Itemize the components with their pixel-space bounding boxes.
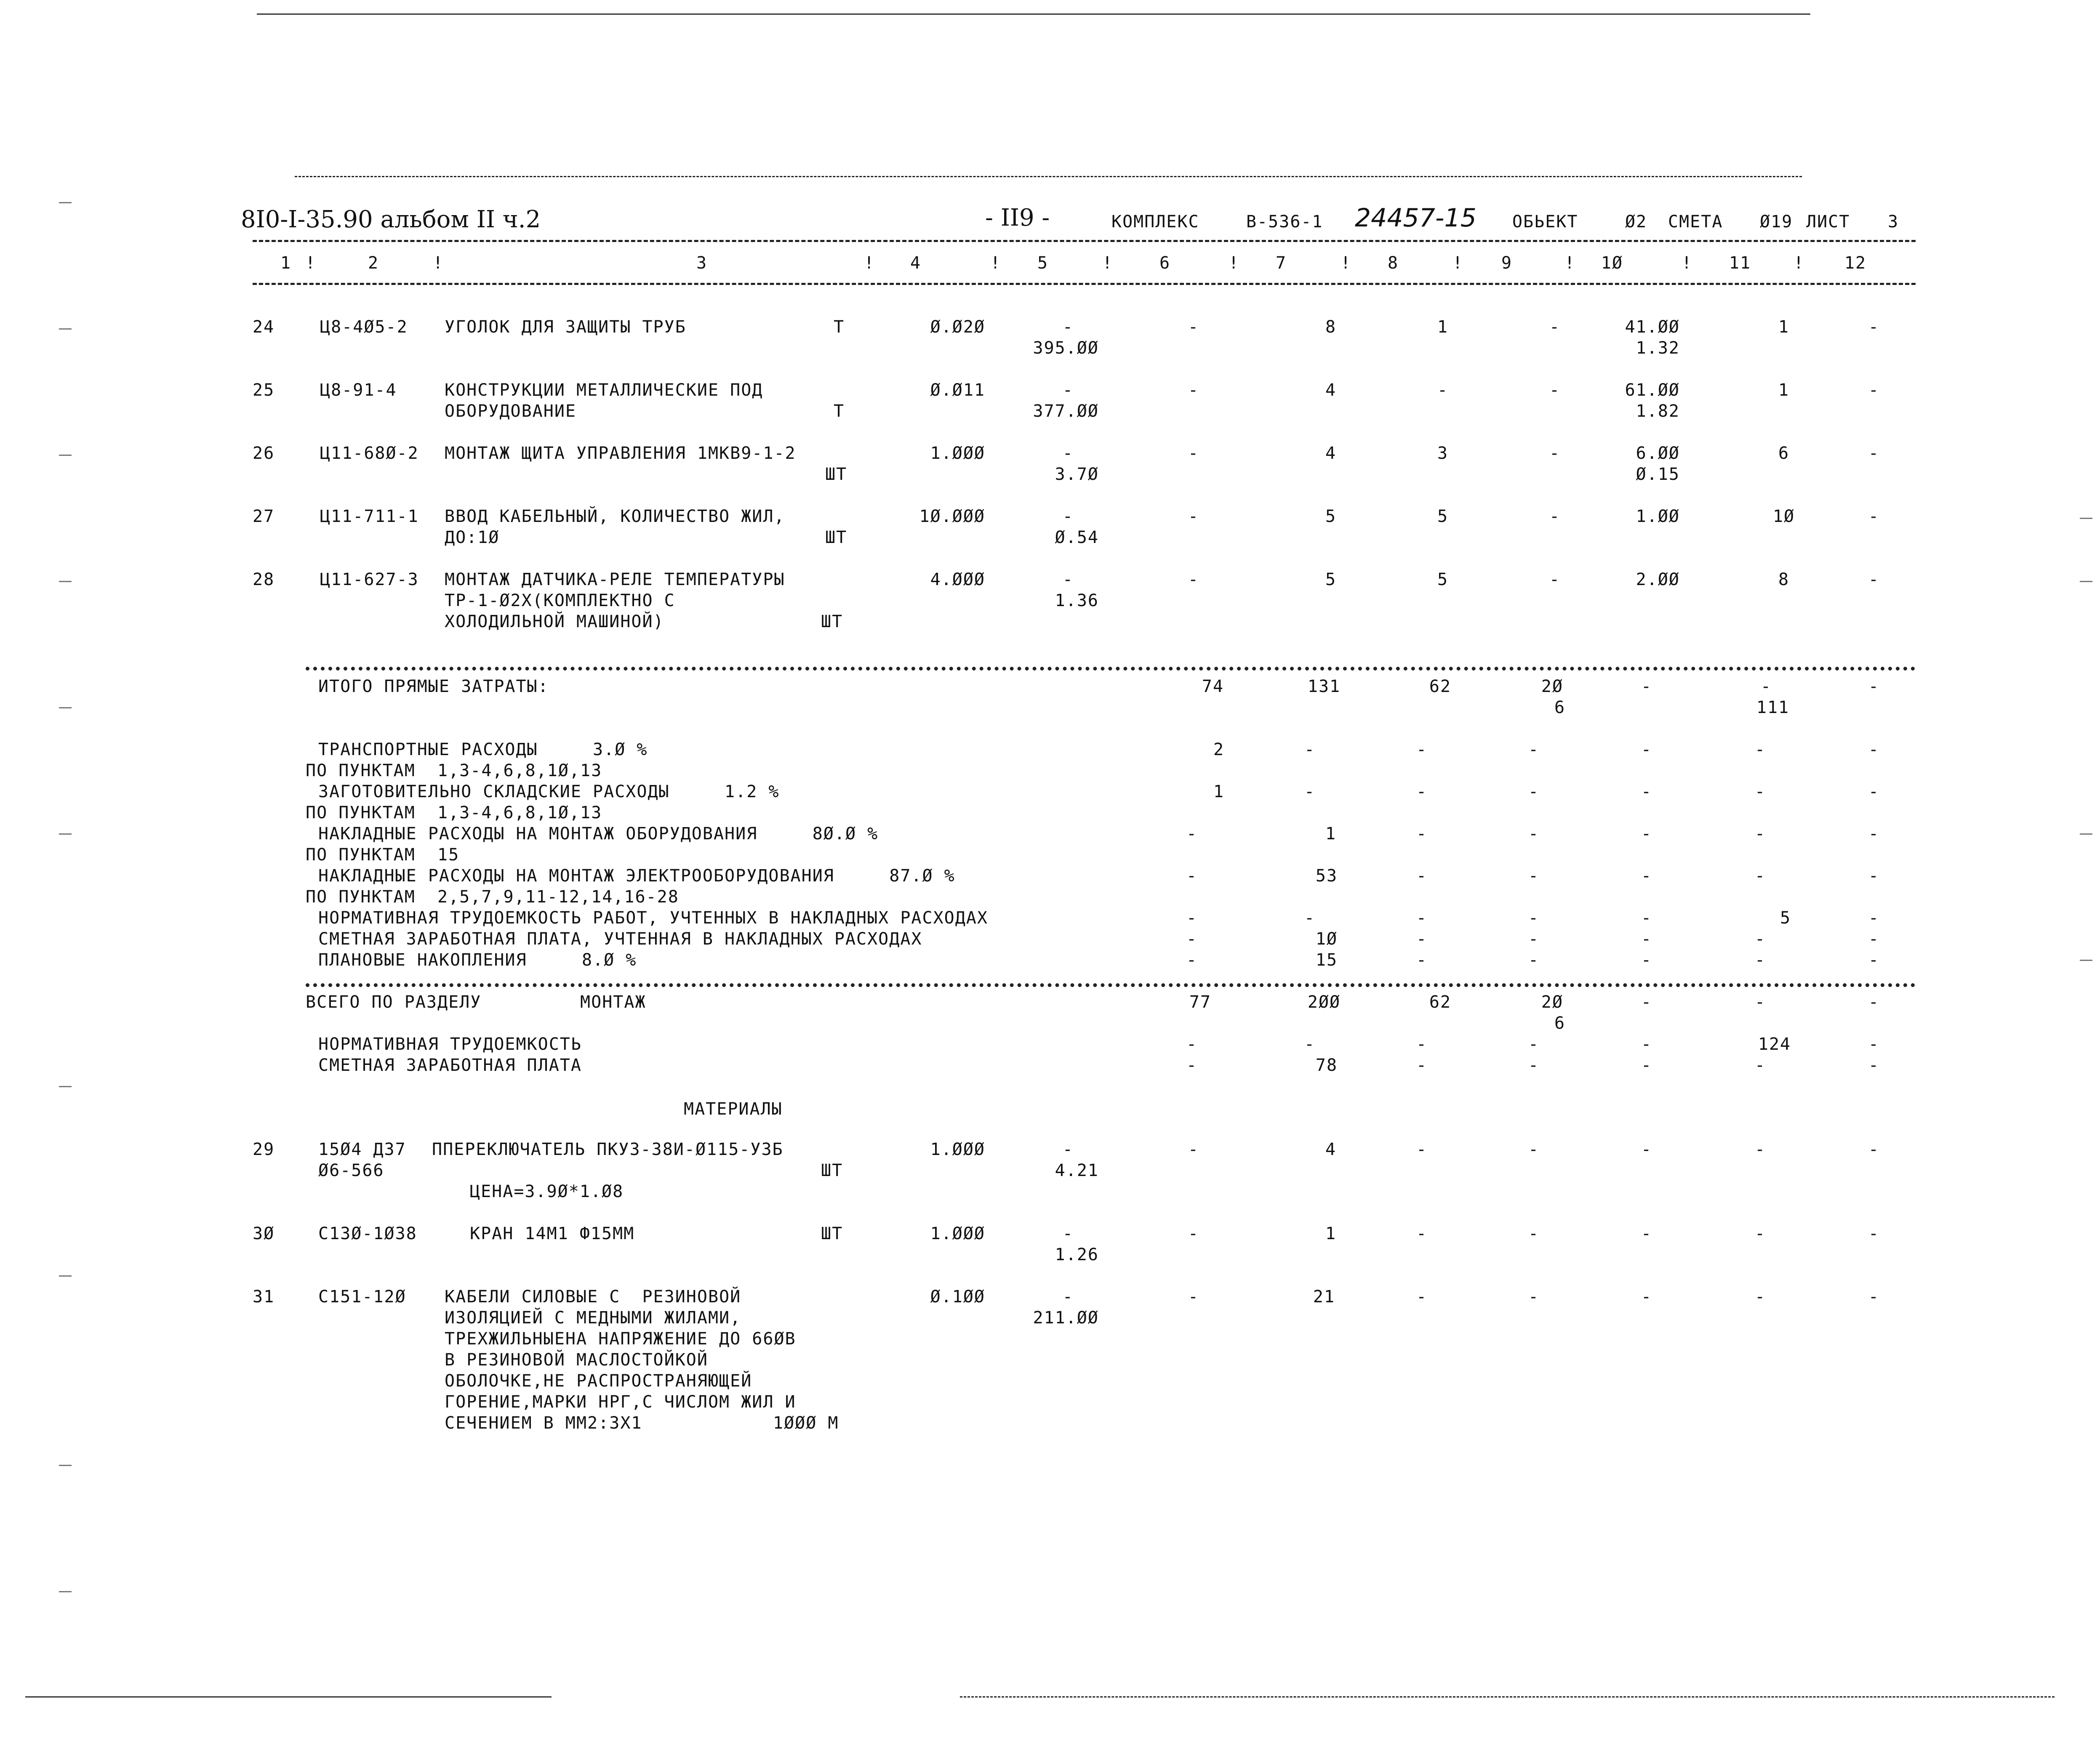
column-header: 11	[1729, 253, 1751, 273]
column-header: 1Ø	[1601, 253, 1623, 273]
col9-value: -	[1528, 782, 1540, 801]
column-separator: !	[433, 253, 444, 273]
col12-value: -	[1868, 993, 1880, 1012]
column-separator: !	[864, 253, 875, 273]
col9-value: -	[1549, 507, 1561, 526]
col8-value: 1	[1437, 317, 1449, 337]
col6-value: -	[1188, 381, 1199, 400]
col10-value: 41.ØØ	[1625, 317, 1680, 337]
item-description: ВВОД КАБЕЛЬНЫЙ, КОЛИЧЕСТВО ЖИЛ,	[445, 507, 785, 526]
material-code-2: Ø6-566	[318, 1161, 384, 1180]
unit-cost: 3.7Ø	[1055, 465, 1099, 484]
unit-cost-dash: -	[1062, 1224, 1074, 1243]
quantity: 4.ØØØ	[930, 570, 985, 589]
complex-label: КОМПЛЕКС	[1111, 212, 1199, 232]
column-header: 8	[1387, 253, 1399, 273]
materials-heading: МАТЕРИАЛЫ	[684, 1099, 783, 1119]
col12-value: -	[1868, 381, 1880, 400]
top-rule	[257, 13, 1810, 15]
unit-cost: 211.ØØ	[1033, 1308, 1099, 1328]
column-header: 4	[910, 253, 922, 273]
item-description-line: В РЕЗИНОВОЙ МАСЛОСТОЙКОЙ	[445, 1350, 708, 1370]
unit: ШТ	[821, 1224, 843, 1243]
bottom-rule-right	[960, 1696, 2055, 1698]
column-separator: !	[305, 253, 317, 273]
rate-code: Ц8-4Ø5-2	[320, 317, 408, 337]
unit-cost-dash: -	[1062, 507, 1074, 526]
rate-code: Ц11-627-3	[320, 570, 419, 589]
col12-value: -	[1868, 950, 1880, 970]
col6-value: -	[1188, 444, 1199, 463]
col10-value: -	[1641, 929, 1652, 949]
col12-value: -	[1868, 1056, 1880, 1075]
bottom-rule-left	[25, 1696, 552, 1698]
unit: ШТ	[825, 528, 847, 547]
overhead-items-line: ПО ПУНКТАМ 1,3-4,6,8,1Ø,13	[306, 761, 602, 780]
col12-value: -	[1868, 929, 1880, 949]
col10-value: -	[1641, 1056, 1652, 1075]
unit-cost: 395.ØØ	[1033, 338, 1099, 358]
column-separator: !	[990, 253, 1002, 273]
unit-cost-dash: -	[1062, 317, 1074, 337]
column-header: 5	[1037, 253, 1049, 273]
section-extra-label: НОРМАТИВНАЯ ТРУДОЕМКОСТЬ	[318, 1035, 582, 1054]
col8-value: -	[1416, 1035, 1428, 1054]
col7-value: 4	[1325, 381, 1337, 400]
unit: ШТ	[825, 465, 847, 484]
col6-value: -	[1188, 1224, 1199, 1243]
col8-value: 62	[1429, 993, 1452, 1012]
row-number: 29	[253, 1140, 275, 1159]
margin-tick	[59, 455, 72, 456]
column-header: 7	[1275, 253, 1287, 273]
quantity: 1.ØØØ	[930, 1140, 985, 1159]
object-value: Ø2	[1625, 212, 1647, 232]
unit-cost: 1.26	[1055, 1245, 1099, 1264]
col11-value: 1Ø	[1772, 507, 1795, 526]
col7-value: 1Ø	[1315, 929, 1338, 949]
item-description: КРАН 14М1 Ф15ММ	[470, 1224, 635, 1243]
unit: Т	[834, 402, 845, 421]
column-header: 12	[1844, 253, 1867, 273]
row-number: 31	[253, 1287, 275, 1307]
col8-value: -	[1416, 908, 1428, 928]
col9-value: -	[1549, 444, 1561, 463]
item-description-line: ОБОРУДОВАНИЕ	[445, 402, 576, 421]
col7-value: -	[1304, 908, 1316, 928]
col12-value: -	[1868, 677, 1880, 696]
col10-value: 1.ØØ	[1636, 507, 1680, 526]
margin-tick	[2080, 518, 2092, 519]
col8-value: -	[1416, 1287, 1428, 1307]
unit: 1ØØØ М	[773, 1413, 839, 1433]
object-label: ОБЬЕКТ	[1512, 212, 1578, 232]
row-number: 3Ø	[253, 1224, 275, 1243]
item-description-line: ИЗОЛЯЦИЕЙ С МЕДНЫМИ ЖИЛАМИ,	[445, 1308, 741, 1328]
col10-value: -	[1641, 824, 1652, 844]
col12-value: -	[1868, 444, 1880, 463]
section-total-label: ВСЕГО ПО РАЗДЕЛУ МОНТАЖ	[306, 993, 646, 1012]
margin-tick	[59, 833, 72, 835]
col9-value: -	[1528, 1140, 1540, 1159]
column-header: 9	[1501, 253, 1513, 273]
col10-value: -	[1641, 677, 1652, 696]
row-number: 26	[253, 444, 275, 463]
column-separator: !	[1682, 253, 1693, 273]
item-description: КОНСТРУКЦИИ МЕТАЛЛИЧЕСКИЕ ПОД	[445, 381, 763, 400]
column-header: 6	[1159, 253, 1171, 273]
col7-value: 4	[1325, 1140, 1337, 1159]
margin-tick	[59, 202, 72, 203]
margin-tick	[59, 1465, 72, 1466]
item-description-line: СЕЧЕНИЕМ В ММ2:3Х1	[445, 1413, 642, 1433]
col11-value: 1	[1778, 381, 1790, 400]
col8-value: -	[1416, 929, 1428, 949]
overhead-line: НАКЛАДНЫЕ РАСХОДЫ НА МОНТАЖ ЭЛЕКТРООБОРУДОВАНИЯ 87.Ø %	[318, 866, 955, 886]
item-description-line: ТР-1-Ø2Х(КОМПЛЕКТНО С	[445, 591, 675, 610]
overhead-line: НАКЛАДНЫЕ РАСХОДЫ НА МОНТАЖ ОБОРУДОВАНИЯ 8Ø.Ø %	[318, 824, 879, 844]
col10-value: -	[1641, 1224, 1652, 1243]
col7-value: 53	[1315, 866, 1338, 886]
unit-cost-dash: -	[1062, 1140, 1074, 1159]
col11-value: 124	[1758, 1035, 1791, 1054]
row-number: 28	[253, 570, 275, 589]
col7-value: -	[1304, 1035, 1316, 1054]
col8-value: -	[1416, 824, 1428, 844]
col7-value: 4	[1325, 444, 1337, 463]
faint-top-rule	[295, 176, 1802, 177]
col7-value: 1	[1325, 824, 1337, 844]
material-code: С13Ø-1Ø38	[318, 1224, 417, 1243]
col11-value: -	[1760, 677, 1772, 696]
rate-code: Ц8-91-4	[320, 381, 397, 400]
col6-value: -	[1186, 950, 1198, 970]
item-description-line: ГОРЕНИЕ,МАРКИ НРГ,С ЧИСЛОМ ЖИЛ И	[445, 1392, 796, 1412]
col7-value: 21	[1313, 1287, 1335, 1307]
col8-value: 62	[1429, 677, 1452, 696]
col7-value: 5	[1325, 507, 1337, 526]
col6-value: -	[1188, 570, 1199, 589]
unit-cost-dash: -	[1062, 1287, 1074, 1307]
col12-value: -	[1868, 866, 1880, 886]
col10-value: -	[1641, 782, 1652, 801]
col7-value: 131	[1307, 677, 1341, 696]
col11-value: 5	[1780, 908, 1791, 928]
unit-cost-dash: -	[1062, 381, 1074, 400]
col12-value: -	[1868, 317, 1880, 337]
col12-value: -	[1868, 1140, 1880, 1159]
col9-value: -	[1528, 740, 1540, 759]
overhead-items-line: ПО ПУНКТАМ 15	[306, 845, 460, 865]
column-header: 3	[696, 253, 708, 273]
col7-value: 78	[1315, 1056, 1338, 1075]
margin-tick	[59, 581, 72, 582]
col8-value: -	[1416, 1224, 1428, 1243]
col6-value: -	[1186, 824, 1198, 844]
item-description-line: ХОЛОДИЛЬНОЙ МАШИНОЙ)	[445, 612, 664, 631]
col8-value: -	[1416, 1140, 1428, 1159]
item-description: УГОЛОК ДЛЯ ЗАЩИТЫ ТРУБ	[445, 317, 686, 337]
col11-value: -	[1754, 740, 1766, 759]
col11-value: -	[1754, 993, 1766, 1012]
col8-value: -	[1416, 950, 1428, 970]
margin-tick	[59, 1591, 72, 1592]
col6-value: 74	[1202, 677, 1224, 696]
unit: ШТ	[821, 612, 843, 631]
column-separator: !	[1102, 253, 1114, 273]
sheet-value: 3	[1888, 212, 1899, 232]
overhead-line: НОРМАТИВНАЯ ТРУДОЕМКОСТЬ РАБОТ, УЧТЕННЫХ В НАКЛАДНЫХ РАСХОДАХ	[318, 908, 989, 928]
material-code: 15Ø4 Д37	[318, 1140, 406, 1159]
estimate-label: СМЕТА	[1668, 212, 1723, 232]
column-separator: !	[1794, 253, 1805, 273]
col11-value: -	[1754, 950, 1766, 970]
col9-value: -	[1549, 570, 1561, 589]
col11-value: -	[1754, 782, 1766, 801]
dotted-separator	[306, 667, 1916, 671]
item-description: МОНТАЖ ЩИТА УПРАВЛЕНИЯ 1МКВ9-1-2	[445, 444, 796, 463]
quantity: 1.ØØØ	[930, 444, 985, 463]
unit-cost: 4.21	[1055, 1161, 1099, 1180]
margin-tick	[59, 328, 72, 330]
col7-value: 2ØØ	[1307, 993, 1341, 1012]
row-number: 24	[253, 317, 275, 337]
col8-value: -	[1416, 1056, 1428, 1075]
col6-value: 1	[1213, 782, 1225, 801]
col10-value-2: 1.82	[1636, 402, 1680, 421]
col9-value: -	[1528, 950, 1540, 970]
col10-value: 6.ØØ	[1636, 444, 1680, 463]
quantity: 1Ø.ØØØ	[919, 507, 985, 526]
rate-code: Ц11-68Ø-2	[320, 444, 419, 463]
col11-value: -	[1754, 1224, 1766, 1243]
item-description: ППЕРЕКЛЮЧАТЕЛЬ ПКУ3-38И-Ø115-У3Б	[432, 1140, 784, 1159]
col10-value-2: Ø.15	[1636, 465, 1680, 484]
column-header: 1	[280, 253, 292, 273]
col6-value: -	[1186, 908, 1198, 928]
col7-value: 15	[1315, 950, 1338, 970]
col10-value: -	[1641, 866, 1652, 886]
unit-cost: Ø.54	[1055, 528, 1099, 547]
unit-cost: 1.36	[1055, 591, 1099, 610]
col11-value: -	[1754, 1056, 1766, 1075]
quantity: Ø.Ø11	[930, 381, 985, 400]
col10-value: -	[1641, 740, 1652, 759]
header-rule-bottom	[253, 283, 1916, 285]
col9-value-2: 6	[1554, 698, 1566, 717]
col7-value: 1	[1325, 1224, 1337, 1243]
overhead-items-line: ПО ПУНКТАМ 2,5,7,9,11-12,14,16-28	[306, 887, 679, 907]
col11-value: -	[1754, 929, 1766, 949]
item-description-line: ОБОЛОЧКЕ,НЕ РАСПРОСТРАНЯЮЩЕЙ	[445, 1371, 752, 1391]
item-description: МОНТАЖ ДАТЧИКА-РЕЛЕ ТЕМПЕРАТУРЫ	[445, 570, 785, 589]
col11-value: -	[1754, 866, 1766, 886]
col10-value: 61.ØØ	[1625, 381, 1680, 400]
row-number: 27	[253, 507, 275, 526]
item-description-line: ТРЕХЖИЛЬНЫЕНА НАПРЯЖЕНИЕ ДО 66ØВ	[445, 1329, 796, 1349]
col9-value: -	[1549, 381, 1561, 400]
col10-value: -	[1641, 1287, 1652, 1307]
col12-value: -	[1868, 507, 1880, 526]
col9-value: -	[1528, 1224, 1540, 1243]
col7-value: -	[1304, 740, 1316, 759]
column-separator: !	[1564, 253, 1576, 273]
col12-value: -	[1868, 740, 1880, 759]
col8-value: -	[1416, 866, 1428, 886]
col6-value: -	[1188, 1287, 1199, 1307]
col6-value: -	[1188, 317, 1199, 337]
header-rule-top	[253, 240, 1916, 242]
col10-value: -	[1641, 1035, 1652, 1054]
margin-tick	[59, 1275, 72, 1277]
col9-value: -	[1528, 1287, 1540, 1307]
col6-value: -	[1186, 866, 1198, 886]
margin-tick	[2080, 960, 2092, 961]
unit: ШТ	[821, 1161, 843, 1180]
col10-value: 2.ØØ	[1636, 570, 1680, 589]
complex-value: В-536-1	[1246, 212, 1323, 232]
page-number: - II9 -	[985, 204, 1050, 232]
quantity: Ø.1ØØ	[930, 1287, 985, 1307]
col8-value: -	[1416, 740, 1428, 759]
col10-value-2: 1.32	[1636, 338, 1680, 358]
column-separator: !	[1229, 253, 1240, 273]
col10-value: -	[1641, 950, 1652, 970]
col11-value: 8	[1778, 570, 1790, 589]
col10-value: -	[1641, 908, 1652, 928]
col10-value: -	[1641, 993, 1652, 1012]
quantity: Ø.Ø2Ø	[930, 317, 985, 337]
col11-value-2: 111	[1756, 698, 1790, 717]
margin-tick	[2080, 833, 2092, 835]
sheet-label: ЛИСТ	[1806, 212, 1850, 232]
unit-cost-dash: -	[1062, 444, 1074, 463]
overhead-line: ТРАНСПОРТНЫЕ РАСХОДЫ 3.Ø %	[318, 740, 648, 759]
material-code: С151-12Ø	[318, 1287, 406, 1307]
overhead-line: ЗАГОТОВИТЕЛЬНО СКЛАДСКИЕ РАСХОДЫ 1.2 %	[318, 782, 780, 801]
col6-value: -	[1188, 1140, 1199, 1159]
col12-value: -	[1868, 570, 1880, 589]
col7-value: -	[1304, 782, 1316, 801]
margin-tick	[59, 1086, 72, 1087]
item-description-line: ДО:1Ø	[445, 528, 500, 547]
margin-tick	[2080, 581, 2092, 582]
col6-value: -	[1186, 1056, 1198, 1075]
col12-value: -	[1868, 782, 1880, 801]
col6-value: 77	[1189, 993, 1212, 1012]
column-separator: !	[1452, 253, 1464, 273]
col12-value: -	[1868, 908, 1880, 928]
col8-value: -	[1416, 782, 1428, 801]
quantity: 1.ØØØ	[930, 1224, 985, 1243]
col6-value: -	[1186, 1035, 1198, 1054]
col12-value: -	[1868, 1287, 1880, 1307]
column-separator: !	[1340, 253, 1352, 273]
col8-value: 5	[1437, 570, 1449, 589]
col9-value: -	[1528, 1035, 1540, 1054]
overhead-items-line: ПО ПУНКТАМ 1,3-4,6,8,1Ø,13	[306, 803, 602, 822]
col11-value: 1	[1778, 317, 1790, 337]
rate-code: Ц11-711-1	[320, 507, 419, 526]
col9-value: -	[1528, 908, 1540, 928]
col6-value: 2	[1213, 740, 1225, 759]
col11-value: -	[1754, 1287, 1766, 1307]
price-formula: ЦЕНА=3.9Ø*1.Ø8	[470, 1182, 624, 1201]
estimate-value: Ø19	[1760, 212, 1793, 232]
col9-value: 2Ø	[1541, 993, 1564, 1012]
row-number: 25	[253, 381, 275, 400]
unit-cost-dash: -	[1062, 570, 1074, 589]
col9-value: 2Ø	[1541, 677, 1564, 696]
overhead-line: СМЕТНАЯ ЗАРАБОТНАЯ ПЛАТА, УЧТЕННАЯ В НАКЛАДНЫХ РАСХОДАХ	[318, 929, 922, 949]
col9-value: -	[1528, 1056, 1540, 1075]
document-code: 8I0-I-35.90 альбом II ч.2	[241, 206, 541, 233]
col7-value: 5	[1325, 570, 1337, 589]
col7-value: 8	[1325, 317, 1337, 337]
col8-value: 5	[1437, 507, 1449, 526]
col10-value: -	[1641, 1140, 1652, 1159]
handwritten-number: 24457-15	[1355, 203, 1476, 233]
col11-value: -	[1754, 824, 1766, 844]
section-extra-label: СМЕТНАЯ ЗАРАБОТНАЯ ПЛАТА	[318, 1056, 582, 1075]
col11-value: -	[1754, 1140, 1766, 1159]
col6-value: -	[1188, 507, 1199, 526]
total-direct-label: ИТОГО ПРЯМЫЕ ЗАТРАТЫ:	[318, 677, 549, 696]
col11-value: 6	[1778, 444, 1790, 463]
col12-value: -	[1868, 1035, 1880, 1054]
column-header: 2	[368, 253, 379, 273]
dotted-separator	[306, 983, 1916, 987]
col12-value: -	[1868, 1224, 1880, 1243]
col12-value: -	[1868, 824, 1880, 844]
unit: Т	[834, 317, 845, 337]
col9-value: -	[1528, 929, 1540, 949]
overhead-line: ПЛАНОВЫЕ НАКОПЛЕНИЯ 8.Ø %	[318, 950, 637, 970]
col8-value: -	[1437, 381, 1449, 400]
margin-tick	[59, 707, 72, 708]
col6-value: -	[1186, 929, 1198, 949]
col8-value: 3	[1437, 444, 1449, 463]
unit-cost: 377.ØØ	[1033, 402, 1099, 421]
col9-value-2: 6	[1554, 1014, 1566, 1033]
col9-value: -	[1549, 317, 1561, 337]
col9-value: -	[1528, 866, 1540, 886]
item-description: КАБЕЛИ СИЛОВЫЕ С РЕЗИНОВОЙ	[445, 1287, 741, 1307]
col9-value: -	[1528, 824, 1540, 844]
